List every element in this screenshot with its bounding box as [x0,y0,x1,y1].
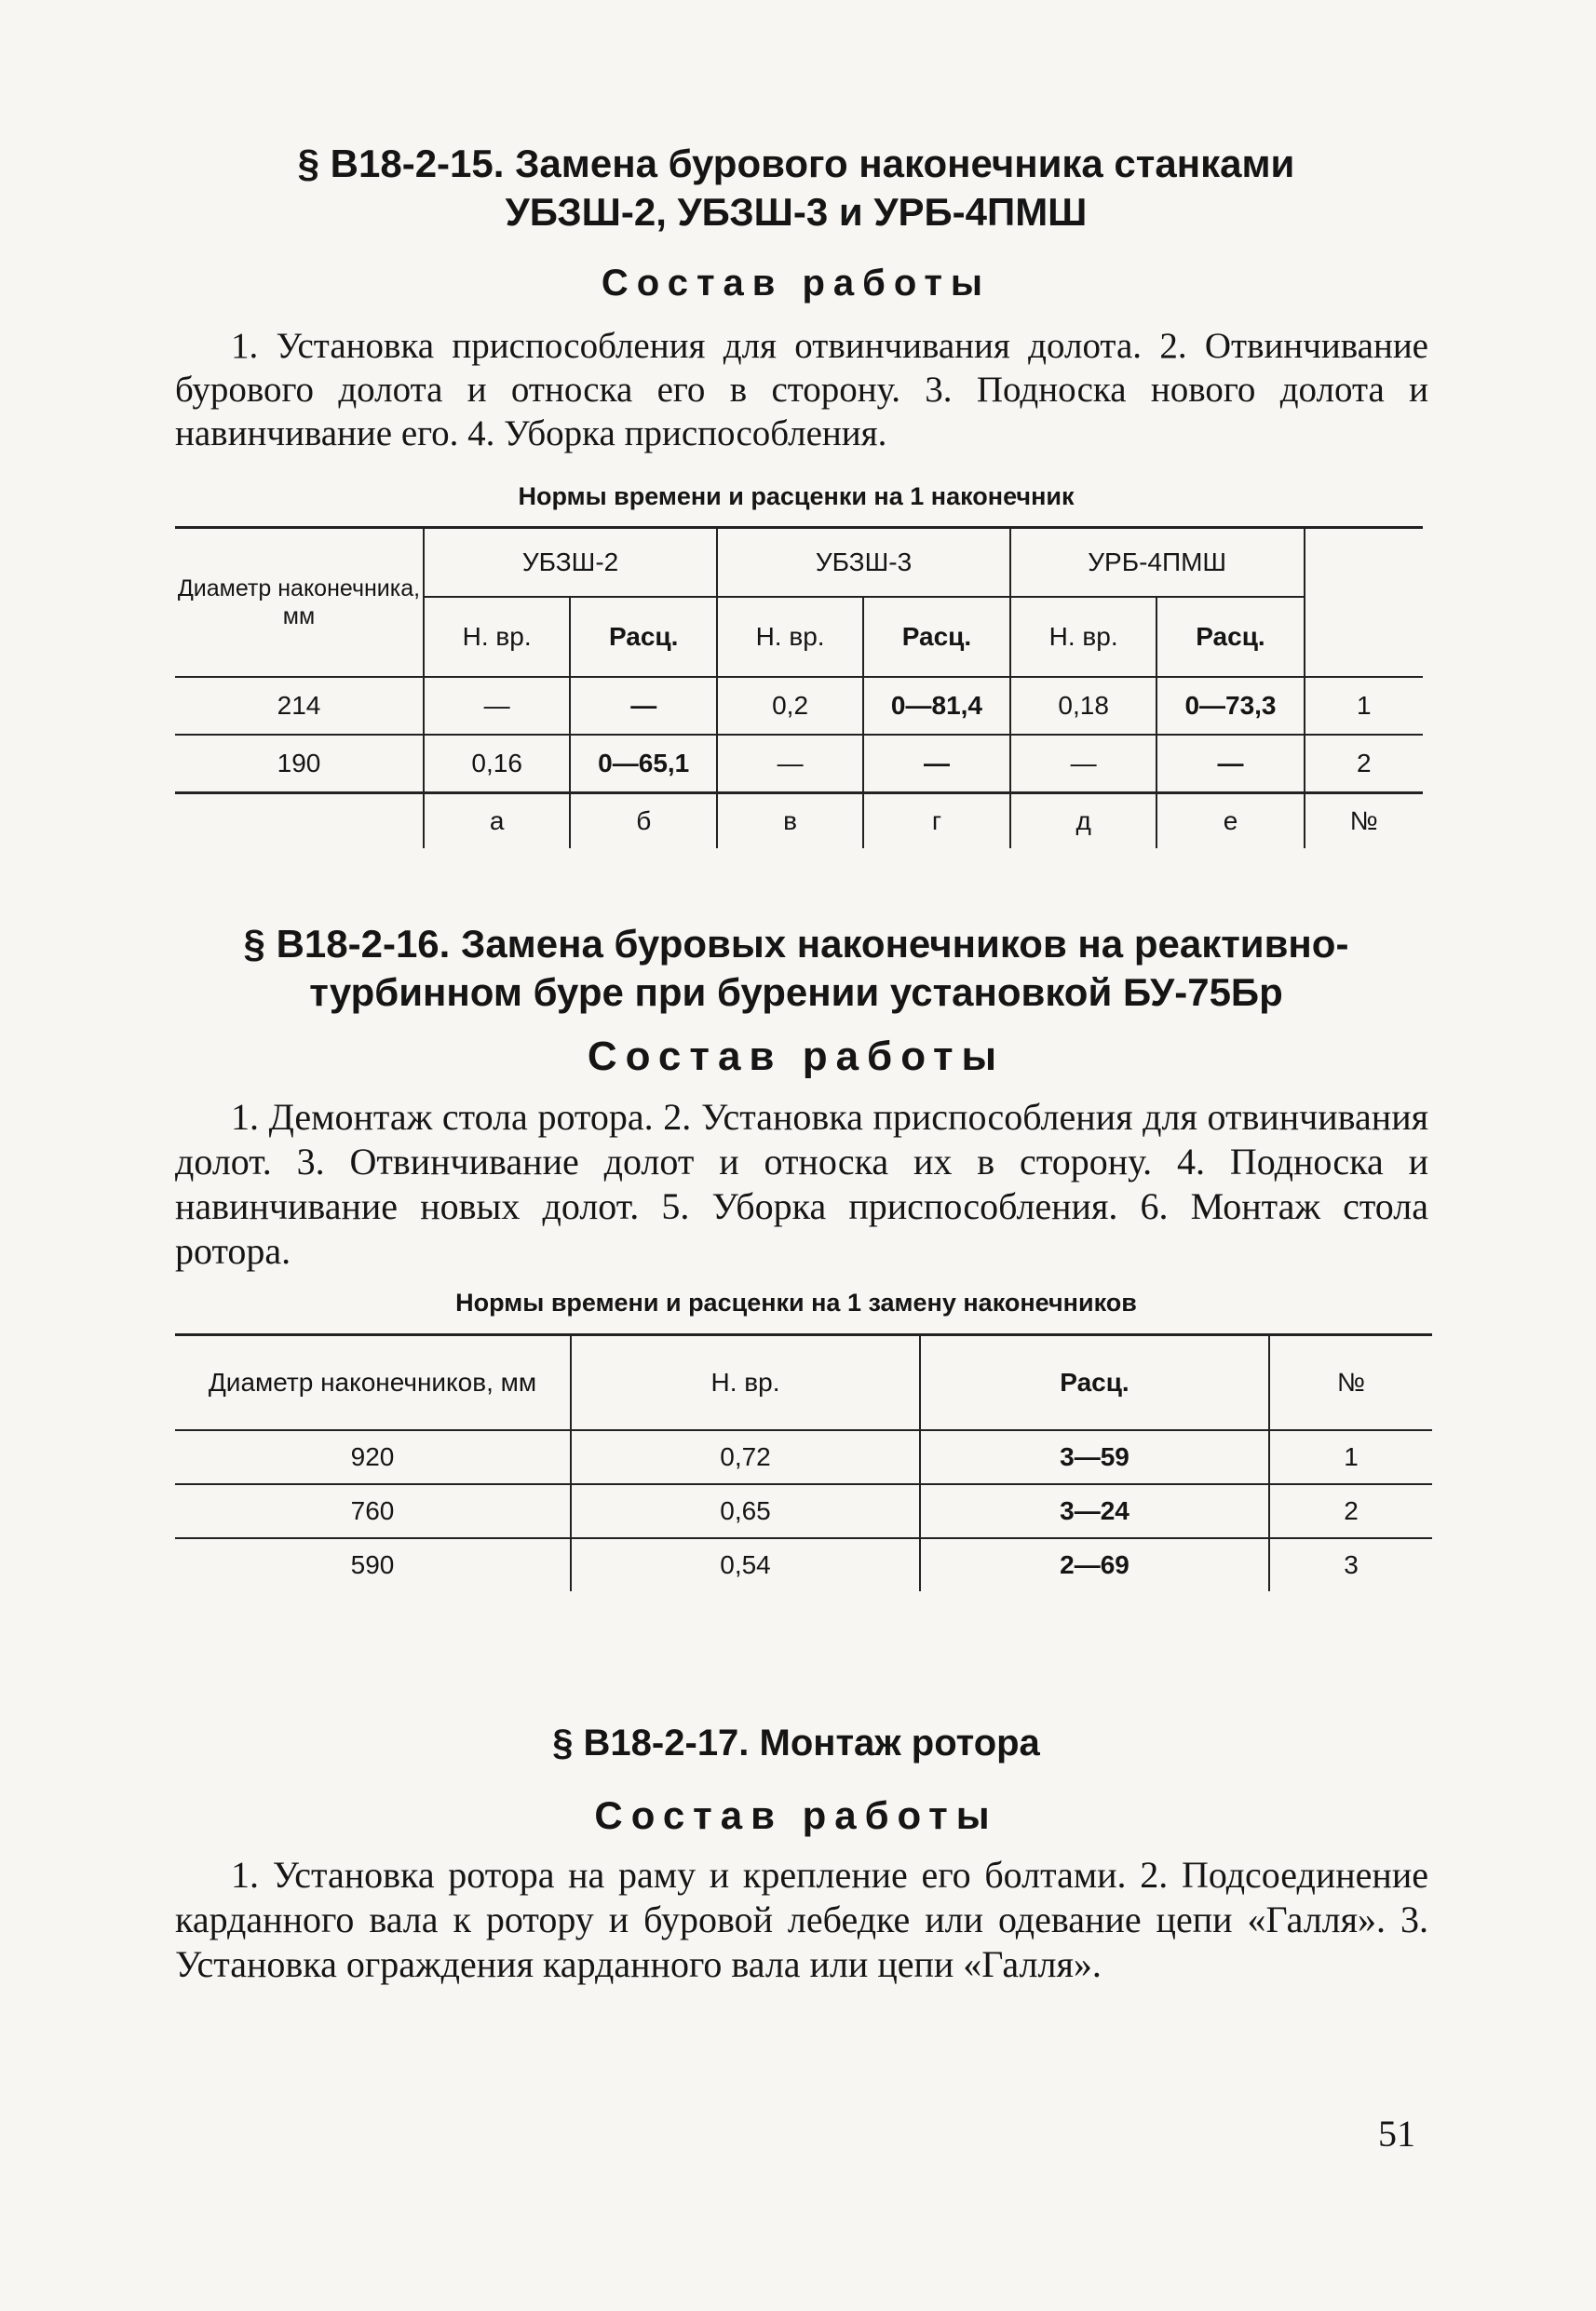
subheader-rate: Расц. [570,597,717,677]
cell-value: 0—65,1 [570,735,717,793]
work-description: 1. Демонтаж стола ротора. 2. Установка приспособления для отвинчивания долот. 3. Отвинчивание долот и относка их в сторону. 4. Подноска и навинчивание новых долот. 5. Уборка приспособления. 6. Монтаж стола ротора. [175,1096,1428,1272]
column-letter: а [424,793,570,849]
header-number: № [1269,1335,1432,1431]
cell-diameter: 590 [350,1550,395,1579]
table-row [175,735,1423,793]
section-heading-16 [168,920,1425,1017]
column-letter: г [863,793,1010,849]
norms-table-1 [175,526,1423,848]
table-caption: Нормы времени и расценки на 1 наконечник [518,482,1075,510]
subheader-time: Н. вр. [1010,597,1157,677]
header-group-urb4pmsh: УРБ-4ПМШ [1010,528,1305,598]
subhead-work-composition: Состав работы [601,263,992,304]
cell-number: 1 [1305,677,1424,735]
header-group-ubzsh3: УБЗШ-3 [717,528,1010,598]
header-group-ubzsh2: УБЗШ-2 [424,528,717,598]
blank-cell [175,793,424,849]
cell-value: — [717,735,863,793]
cell-diameter: 190 [175,735,424,793]
heading-line-2: УБЗШ-2, УБЗШ-3 и УРБ-4ПМШ [505,190,1088,234]
cell-number: 1 [1269,1430,1432,1484]
subhead-work-composition: Состав работы [594,1793,998,1837]
column-letter: д [1010,793,1157,849]
column-letters-row [175,793,1423,849]
cell-rate: 3—24 [920,1484,1269,1538]
cell-number: 3 [1269,1538,1432,1591]
header-diameter: Диаметр наконечника, мм [175,528,424,678]
heading-line-2: турбинном буре при бурении установкой БУ-75Бр [309,970,1283,1014]
cell-value: — [424,677,570,735]
header-diameter: Диаметр наконечников, мм [175,1335,571,1431]
section-heading-17: § В18-2-17. Монтаж ротора [552,1723,1040,1764]
header-number [1305,528,1424,678]
cell-number: 2 [1269,1484,1432,1538]
work-description: 1. Установка ротора на раму и крепление его болтами. 2. Подсоединение карданного вала к ротору и буровой лебедке или одевание цепи «Галля». 3. Установка ограждения карданного вала или цепи «Галля». [175,1854,1428,1985]
cell-value: 0,2 [717,677,863,735]
norms-table-2 [175,1333,1432,1591]
cell-value: — [570,677,717,735]
header-rate: Расц. [920,1335,1269,1431]
cell-value: — [1156,735,1304,793]
page-number: 51 [1378,2113,1415,2155]
cell-time: 0,65 [571,1484,920,1538]
subheader-time: Н. вр. [424,597,570,677]
cell-diameter: 920 [175,1430,571,1484]
subheader-rate: Расц. [1156,597,1304,677]
header-time: Н. вр. [571,1335,920,1431]
cell-value: — [863,735,1010,793]
cell-value: 0—73,3 [1156,677,1304,735]
table-row [175,1538,1432,1591]
cell-time: 0,72 [571,1430,920,1484]
subheader-rate: Расц. [863,597,1010,677]
cell-value: 0—81,4 [863,677,1010,735]
subhead-work-composition: Состав работы [587,1034,1006,1079]
heading-line-1: § В18-2-16. Замена буровых наконечников на реактивно- [243,922,1349,966]
cell-rate: 2—69 [920,1538,1269,1591]
cell-value: — [1010,735,1157,793]
section-heading-15 [168,140,1425,237]
column-letter: е [1156,793,1304,849]
subheader-time: Н. вр. [717,597,863,677]
cell-time: 0,54 [571,1538,920,1591]
column-number-label: № [1305,793,1424,849]
table-row [175,1484,1432,1538]
cell-rate: 3—59 [920,1430,1269,1484]
work-description: 1. Установка приспособления для отвинчивания долота. 2. Отвинчивание бурового долота и относка его в сторону. 3. Подноска нового долота и навинчивание его. 4. Уборка приспособления. [175,326,1428,453]
cell-value: 0,16 [424,735,570,793]
column-letter: в [717,793,863,849]
cell-number: 2 [1305,735,1424,793]
table-row [175,677,1423,735]
cell-diameter: 760 [175,1484,571,1538]
table-row [175,1430,1432,1484]
cell-diameter: 214 [175,677,424,735]
column-letter: б [570,793,717,849]
table-caption: Нормы времени и расценки на 1 замену наконечников [455,1289,1137,1317]
heading-line-1: § В18-2-15. Замена бурового наконечника станками [297,142,1295,185]
cell-value: 0,18 [1010,677,1157,735]
